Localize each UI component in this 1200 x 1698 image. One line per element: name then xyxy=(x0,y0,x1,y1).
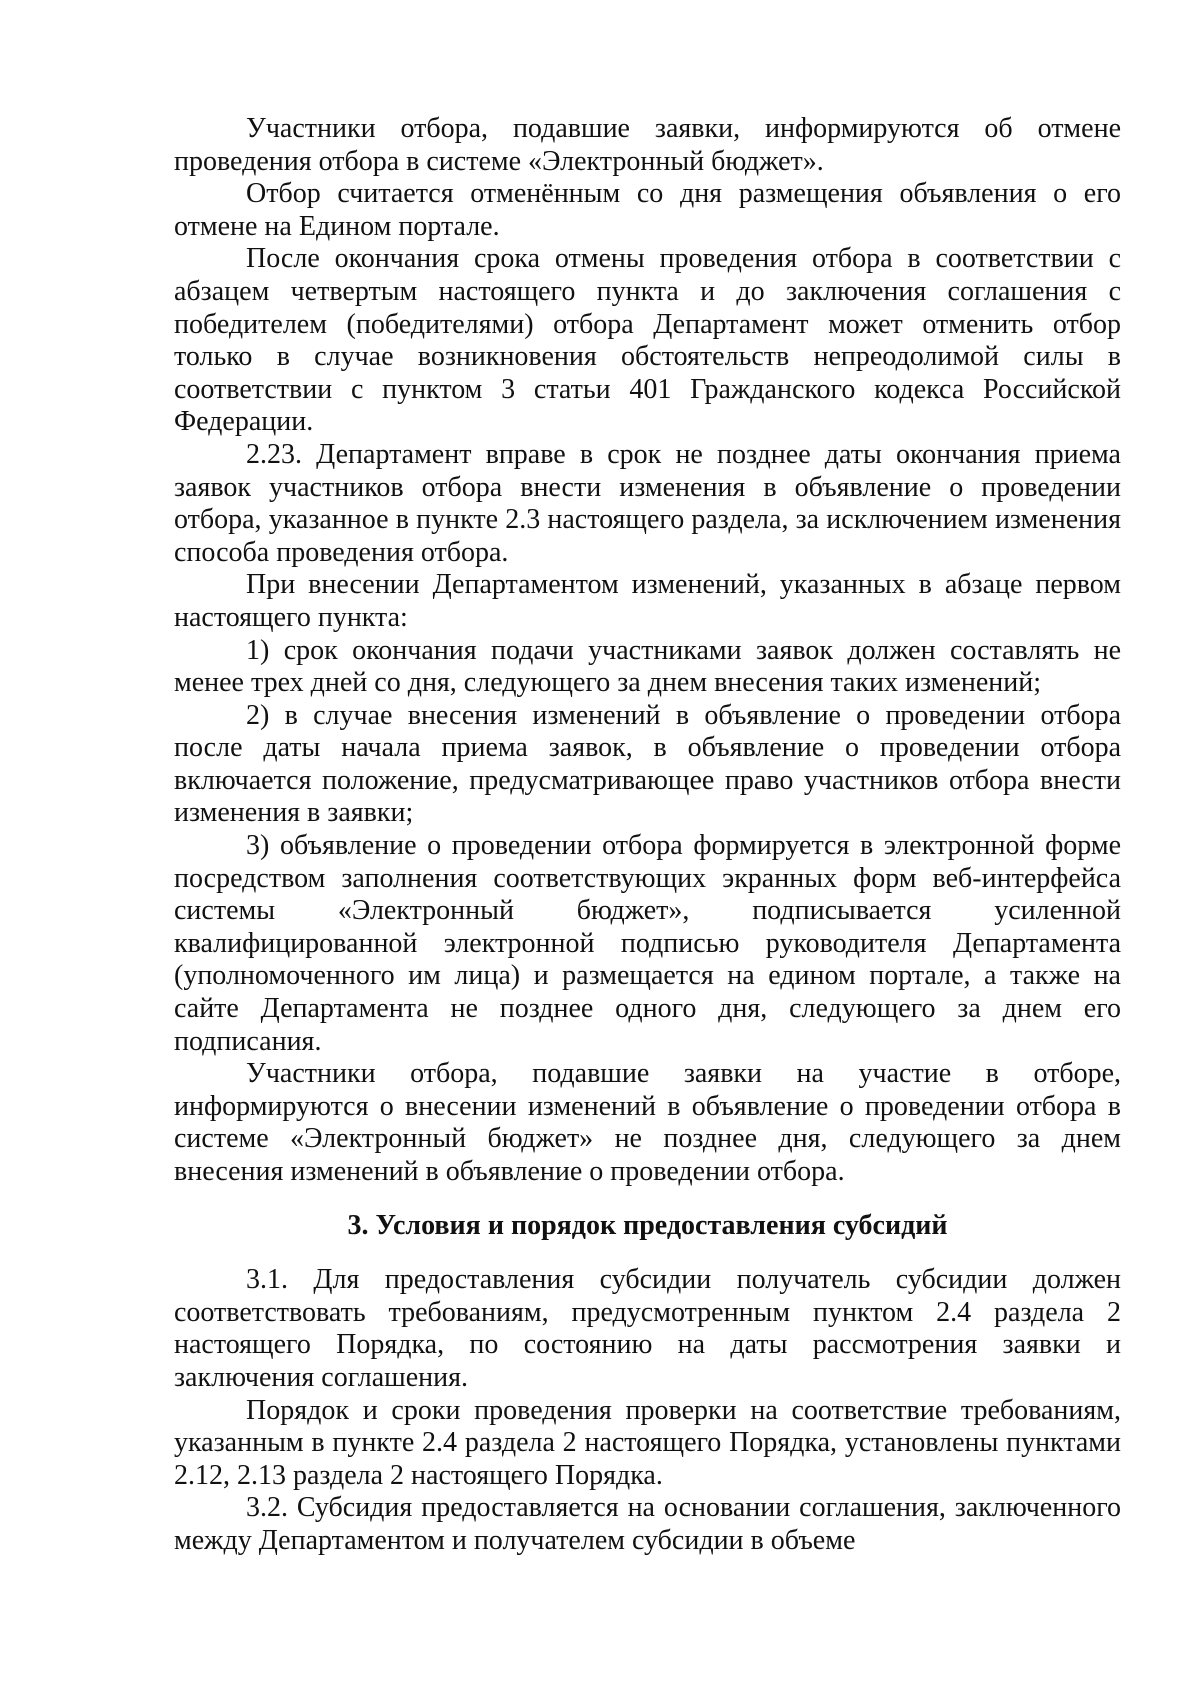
document-page xyxy=(174,113,1121,1558)
paragraph-3-1: 3.1. Для предоставления субсидии получатель субсидии должен соответствовать требованиям, предусмотренным пунктом 2.4 раздела 2 настоящего Порядка, по состоянию на даты рассмотрения заявки и заключения соглашения. xyxy=(174,1264,1121,1393)
paragraph: Порядок и сроки проведения проверки на соответствие требованиям, указанным в пункте 2.4 раздела 2 настоящего Порядка, установлены пунктами 2.12, 2.13 раздела 2 настоящего Порядка. xyxy=(174,1394,1121,1491)
list-item-1: 1) срок окончания подачи участниками заявок должен составлять не менее трех дней со дня, следующего за днем внесения таких изменений; xyxy=(174,634,1121,699)
list-item-2: 2) в случае внесения изменений в объявление о проведении отбора после даты начала приема заявок, в объявление о проведении отбора включается положение, предусматривающее право участников отбора внести изменения в заявки; xyxy=(174,699,1121,829)
paragraph: Участники отбора, подавшие заявки на участие в отборе, информируются о внесении изменений в объявление о проведении отбора в системе «Электронный бюджет» не позднее дня, следующего за днем внесения изменений в объявление о проведении отбора. xyxy=(174,1058,1121,1187)
paragraph-2-23: 2.23. Департамент вправе в срок не позднее даты окончания приема заявок участников отбора внести изменения в объявление о проведении отбора, указанное в пункте 2.3 настоящего раздела, за исключением изменения способа проведения отбора. xyxy=(174,438,1121,568)
list-item-3: 3) объявление о проведении отбора формируется в электронной форме посредством заполнения соответствующих экранных форм веб-интерфейса системы «Электронный бюджет», подписывается усиленной квалифицированной электронной подписью руководителя Департамента (уполномоченного им лица) и размещается на едином портале, а также на сайте Департамента не позднее одного дня, следующего за днем его подписания. xyxy=(174,830,1121,1057)
section-heading: 3. Условия и порядок предоставления субсидий xyxy=(347,1209,948,1241)
paragraph: Участники отбора, подавшие заявки, информируются об отмене проведения отбора в системе «Электронный бюджет». xyxy=(174,113,1121,177)
paragraph: Отбор считается отменённым со дня размещения объявления о его отмене на Едином портале. xyxy=(174,178,1121,242)
paragraph: При внесении Департаментом изменений, указанных в абзаце первом настоящего пункта: xyxy=(174,569,1121,633)
paragraph-3-2: 3.2. Субсидия предоставляется на основании соглашения, заключенного между Департаментом и получателем субсидии в объеме xyxy=(174,1492,1121,1556)
paragraph: После окончания срока отмены проведения отбора в соответствии с абзацем четвертым настоящего пункта и до заключения соглашения с победителем (победителями) отбора Департамент может отменить отбор только в случае возникновения обстоятельств непреодолимой силы в соответствии с пунктом 3 статьи 401 Гражданского кодекса Российской Федерации. xyxy=(174,243,1121,438)
